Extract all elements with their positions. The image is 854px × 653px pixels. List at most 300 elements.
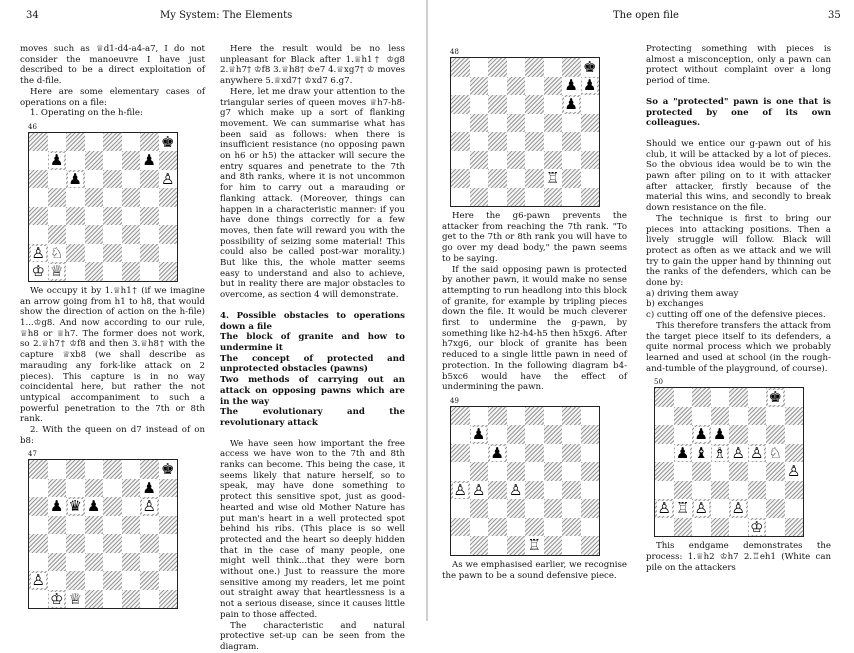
chess-piece: ♟ [694,425,708,444]
square-a7 [451,425,470,444]
square-g6 [140,497,159,516]
square-h3 [581,499,600,518]
square-e7 [525,77,544,96]
square-a6 [451,444,470,463]
square-b2 [674,499,693,518]
square-h6 [581,95,600,114]
square-d1 [507,536,526,555]
square-e1 [525,188,544,207]
body-paragraph: Here, let me draw your attention to the triangular series of queen moves ♕h7-h8-g7 which make up a sort of flanking movement. We can summarise what has been said as follows: when there is insufficient resistance (no opposing pawn on h6 or h5) the attacker will secure the entry squares and penetrate to the 7th and 8th ranks, where it is not uncommon for him to carry out a marauding or flanking attack. (Moreover, things can happen in a characteristic manner: if you have done things correctly for a few moves, then fate will reward you with the possibility of seizing some material! This could also be called post-war morality.) But like this, the whole matter seems easy to understand and also to achieve, but in reality there are major obstacles to overcome, as section 4 will demonstrate. [220,86,405,301]
square-h8 [785,388,804,407]
square-c8 [488,58,507,77]
square-h1 [581,188,600,207]
square-h2 [159,244,178,263]
square-c1 [692,518,711,537]
square-d3 [85,553,104,572]
square-d6 [711,425,730,444]
square-a1 [29,262,48,281]
chess-piece: ♖ [676,499,690,518]
square-c8 [66,460,85,479]
square-c3 [66,225,85,244]
square-b6 [674,425,693,444]
square-h5 [581,462,600,481]
square-d8 [507,58,526,77]
square-c8 [66,133,85,152]
square-h3 [581,151,600,170]
section-heading: 4. Possible obstacles to operations down a file [220,310,405,332]
square-d5 [507,114,526,133]
square-g7 [140,479,159,498]
chess-piece: ♖ [546,168,560,187]
square-b8 [48,133,67,152]
square-a8 [655,388,674,407]
chess-piece: ♙ [731,499,745,518]
square-h1 [785,518,804,537]
square-b5 [470,114,489,133]
square-b5 [470,462,489,481]
square-g7 [562,425,581,444]
chess-piece: ♕ [50,262,64,281]
square-e3 [103,553,122,572]
square-g1 [766,518,785,537]
body-paragraph: b) exchanges [646,299,704,310]
square-c6 [488,95,507,114]
chess-piece: ♙ [509,480,523,499]
chess-piece: ♖ [527,536,541,555]
square-h8 [159,133,178,152]
square-h2 [581,518,600,537]
square-h4 [785,462,804,481]
square-c4 [488,132,507,151]
square-f1 [544,188,563,207]
square-b7 [470,77,489,96]
square-a2 [655,499,674,518]
square-a1 [655,518,674,537]
square-h4 [159,207,178,226]
square-h7 [785,407,804,426]
chess-diagram-47 [28,450,205,609]
square-h5 [785,444,804,463]
chess-board [450,57,600,207]
left-page-number: 34 [26,10,39,21]
square-b8 [470,58,489,77]
chess-piece: ♘ [768,443,782,462]
square-d3 [507,499,526,518]
section-heading: So a "protected" pawn is one that is protected by one of its own colleagues. [646,96,831,129]
square-a5 [29,516,48,535]
square-g4 [766,462,785,481]
body-paragraph: We have seen how important the free access we have won to the 7th and 8th ranks can become. This being the case, it seems likely that nature herself, so to speak, may have done something to protect this sensitive spot, just as good-hearted and wise old Mother Nature has put man's heart in a well protected spot behind his ribs. (This place is so well protected and the heart so deeply hidden that in the case of many people, one might well think...that they were born without one.) Just to reassure the more sensitive among my readers, let me point out straight away that heartlessness is a not a serious disease, since it causes little pain to those affected. [220,438,405,620]
square-h6 [581,444,600,463]
square-g7 [140,151,159,170]
square-b2 [470,518,489,537]
square-g2 [766,499,785,518]
right-column-1 [442,44,627,581]
square-a2 [29,571,48,590]
square-c7 [488,77,507,96]
chess-board [450,406,600,556]
right-page [428,0,854,621]
left-page [0,0,426,652]
square-e8 [525,58,544,77]
diagram-number: 49 [450,396,459,405]
chess-piece: ♙ [750,443,764,462]
square-d1 [507,188,526,207]
diagram-number: 47 [28,450,37,459]
square-h4 [581,132,600,151]
square-c5 [692,444,711,463]
square-b8 [48,460,67,479]
body-paragraph: As we emphasised earlier, we recognise the pawn to be a sound defensive piece. [442,559,627,581]
chess-diagram-50 [654,378,831,537]
square-d5 [711,444,730,463]
chess-diagram-48 [450,48,627,207]
square-e8 [103,133,122,152]
square-a7 [29,479,48,498]
chess-piece: ♘ [50,243,64,262]
square-f5 [122,516,141,535]
square-e5 [729,444,748,463]
chess-piece: ♗ [713,443,727,462]
square-f8 [122,460,141,479]
square-g7 [766,407,785,426]
square-b5 [674,444,693,463]
body-paragraph: This therefore transfers the attack from the target piece itself to its defenders, a quite normal process which we probably learned and used at school (in the rough-and-tumble of the playground, of course). [646,320,831,374]
square-a8 [29,133,48,152]
square-e4 [525,132,544,151]
square-a3 [29,553,48,572]
chess-piece: ♙ [787,462,801,481]
square-b6 [470,444,489,463]
square-e3 [525,151,544,170]
chess-piece: ♟ [564,76,578,95]
chess-piece: ♙ [472,480,486,499]
square-e2 [525,518,544,537]
square-d7 [507,425,526,444]
square-b7 [48,151,67,170]
square-b5 [48,188,67,207]
body-paragraph: Here the result would be no less unpleasant for Black after 1.♕h1† ♔g8 2.♕h7† ♔f8 3.♕h8† ♔e7 4.♕xg7† ♔ moves anywhere 5.♕xd7† ♔xd7 6.g7. [220,44,405,87]
body-paragraph: c) cutting off one of the defensive pieces. [646,310,826,321]
square-e1 [525,536,544,555]
square-e2 [103,571,122,590]
chess-diagram-49 [450,397,627,556]
square-g2 [140,571,159,590]
square-e1 [103,590,122,609]
chess-piece: ♚ [768,388,782,407]
square-f5 [122,188,141,207]
square-e8 [729,388,748,407]
square-e6 [103,170,122,189]
square-g1 [562,188,581,207]
chess-board [28,132,178,282]
square-g5 [562,462,581,481]
square-e7 [525,425,544,444]
square-f2 [122,571,141,590]
chess-piece: ♔ [31,262,45,281]
square-c2 [488,169,507,188]
body-paragraph: moves such as ♕d1-d4-a4-a7, I do not consider the manoeuvre I have just described to be a direct exploitation of the d-file. [20,44,205,87]
square-h8 [581,407,600,426]
body-paragraph: The technique is first to bring our pieces into attacking positions. Then a lively struggle will follow. Black will protect as often as we attack and we will try to gain the upper hand by thinning out the ranks of the defenders, which can be done by: [646,213,831,289]
body-paragraph: Should we entice our g-pawn out of his club, it will be attacked by a lot of pieces. So the obvious idea would be to win the pawn after piling on to it with attacker after attacker, firstly because of the material this wins, and secondly to break down resistance on the file. [646,138,831,214]
square-g8 [562,58,581,77]
square-c3 [66,553,85,572]
chess-piece: ♙ [31,571,45,590]
square-f7 [544,77,563,96]
square-g6 [562,95,581,114]
square-d2 [711,499,730,518]
square-c2 [488,518,507,537]
square-f4 [748,462,767,481]
left-column-2 [220,44,405,653]
body-paragraph: We occupy it by 1.♕h1† (if we imagine an arrow going from h1 to h8, that would show the direction of action on the h-file) 1...♔g8. And now according to our rule, ♕h8 or ♕h7. The former does not work, so 2.♕h7† ♔f8 and then 3.♕h8† with the capture ♕xb8 (we shall describe as marauding any fork-like attack on 2 pieces). This capture is in no way coincidental here, but rather the not untypical accompaniment to such a powerful penetration to the 7th or 8th rank. [20,285,205,425]
square-c3 [488,151,507,170]
square-a7 [655,407,674,426]
right-running-header [428,10,854,24]
square-h1 [159,590,178,609]
square-d7 [85,151,104,170]
square-b2 [48,244,67,263]
square-g6 [140,170,159,189]
square-g3 [140,553,159,572]
square-a8 [451,58,470,77]
square-a6 [29,170,48,189]
square-d3 [507,151,526,170]
chess-piece: ♔ [750,517,764,536]
chess-piece: ♙ [694,499,708,518]
square-b4 [48,207,67,226]
diagram-number: 48 [450,48,459,56]
right-page-number: 35 [828,10,841,21]
square-c5 [488,114,507,133]
square-g4 [562,132,581,151]
square-a6 [451,95,470,114]
chess-piece: ♔ [50,589,64,608]
square-f3 [748,481,767,500]
square-a5 [451,462,470,481]
square-c1 [488,536,507,555]
square-d2 [507,169,526,188]
square-g3 [766,481,785,500]
body-paragraph: a) driving them away [646,288,739,299]
square-c4 [692,462,711,481]
square-f2 [544,518,563,537]
square-b3 [48,553,67,572]
square-g4 [562,481,581,500]
chess-piece: ♟ [676,443,690,462]
square-c5 [488,462,507,481]
square-b2 [48,571,67,590]
square-d7 [507,77,526,96]
chess-diagram-46 [28,123,205,282]
square-h2 [159,571,178,590]
chess-piece: ♙ [657,499,671,518]
square-c6 [488,444,507,463]
body-paragraph: If the said opposing pawn is protected by another pawn, it would make no sense attempting to run headlong into this block of granite, for example by tripling pieces down the file. It would be much cleverer first to undermine the g-pawn, by something like h2-h4-h5 then h5xg6. After h7xg6, our block of granite has been reduced to a single little pawn in need of protection. In the following diagram b4-b5xc6 would have the effect of undermining the pawn. [442,264,627,393]
square-f7 [748,407,767,426]
square-a4 [655,462,674,481]
square-b7 [674,407,693,426]
square-d4 [507,481,526,500]
square-d7 [711,407,730,426]
square-f7 [122,479,141,498]
square-d6 [85,497,104,516]
square-f8 [122,133,141,152]
chess-piece: ♟ [490,443,504,462]
square-h4 [581,481,600,500]
square-d1 [85,590,104,609]
square-f2 [122,244,141,263]
chess-piece: ♚ [161,460,175,479]
square-f8 [544,58,563,77]
square-h1 [159,262,178,281]
square-d5 [85,516,104,535]
square-c4 [66,534,85,553]
square-a3 [29,225,48,244]
square-e7 [103,151,122,170]
square-b4 [48,534,67,553]
square-c1 [488,188,507,207]
square-d4 [507,132,526,151]
chess-board [654,387,804,537]
square-g5 [140,516,159,535]
square-g5 [766,444,785,463]
square-d6 [85,170,104,189]
square-f1 [544,536,563,555]
square-c2 [66,244,85,263]
square-f7 [122,151,141,170]
square-g1 [562,536,581,555]
chess-piece: ♟ [68,169,82,188]
square-b4 [674,462,693,481]
square-d4 [711,462,730,481]
square-a7 [451,77,470,96]
square-f2 [748,499,767,518]
square-a6 [655,425,674,444]
square-f6 [544,444,563,463]
square-d4 [85,534,104,553]
square-e1 [103,262,122,281]
square-g7 [562,77,581,96]
square-f3 [544,499,563,518]
square-a5 [29,188,48,207]
chess-board [28,459,178,609]
left-running-header [0,10,426,24]
square-g8 [140,133,159,152]
square-a3 [451,151,470,170]
body-paragraph: Here are some elementary cases of operations on a file: [20,86,205,108]
square-c8 [488,407,507,426]
square-a4 [451,481,470,500]
chess-piece: ♚ [583,57,597,76]
square-a5 [451,114,470,133]
square-h7 [581,425,600,444]
square-g5 [140,188,159,207]
square-g2 [140,244,159,263]
square-d6 [507,95,526,114]
square-f6 [122,497,141,516]
square-d8 [85,133,104,152]
square-h7 [159,151,178,170]
square-f3 [122,553,141,572]
square-h8 [581,58,600,77]
square-f5 [544,462,563,481]
square-a1 [29,590,48,609]
chess-piece: ♙ [453,480,467,499]
square-d3 [711,481,730,500]
square-b4 [470,132,489,151]
square-g8 [140,460,159,479]
chess-piece: ♟ [583,76,597,95]
square-c6 [66,170,85,189]
square-e4 [525,481,544,500]
square-d7 [85,479,104,498]
chess-piece: ♛ [68,497,82,516]
square-a4 [29,534,48,553]
square-f6 [748,425,767,444]
square-d2 [507,518,526,537]
square-c2 [692,499,711,518]
square-c6 [692,425,711,444]
square-c3 [488,499,507,518]
square-a5 [655,444,674,463]
right-running-head: The open file [613,10,679,21]
square-c1 [66,590,85,609]
square-b2 [470,169,489,188]
square-g1 [140,262,159,281]
body-paragraph: Protecting something with pieces is almost a misconception, only a pawn can protect without complaint over a long period of time. [646,44,831,87]
body-paragraph: 1. Operating on the h-file: [30,108,143,119]
square-c7 [488,425,507,444]
square-g8 [766,388,785,407]
square-d8 [711,388,730,407]
square-c7 [66,151,85,170]
square-c6 [66,497,85,516]
square-d6 [507,444,526,463]
square-e7 [729,407,748,426]
square-b1 [674,518,693,537]
diagram-number: 46 [28,122,37,131]
square-b3 [470,151,489,170]
square-a6 [29,497,48,516]
square-a7 [29,151,48,170]
square-f6 [122,170,141,189]
section-heading: Two methods of carrying out an attack on opposing pawns which are in the way [220,375,405,407]
chess-piece: ♟ [713,425,727,444]
square-e5 [103,516,122,535]
square-a1 [451,188,470,207]
square-e2 [729,499,748,518]
square-e4 [103,207,122,226]
square-h8 [159,460,178,479]
square-e5 [103,188,122,207]
square-g4 [140,207,159,226]
square-a8 [29,460,48,479]
square-c2 [66,571,85,590]
square-e7 [103,479,122,498]
square-e2 [525,169,544,188]
square-a2 [29,244,48,263]
square-e6 [103,497,122,516]
square-g8 [562,407,581,426]
square-c5 [66,188,85,207]
chess-piece: ♟ [50,497,64,516]
square-b1 [470,536,489,555]
square-f2 [544,169,563,188]
square-f8 [544,407,563,426]
chess-piece: ♙ [161,169,175,188]
